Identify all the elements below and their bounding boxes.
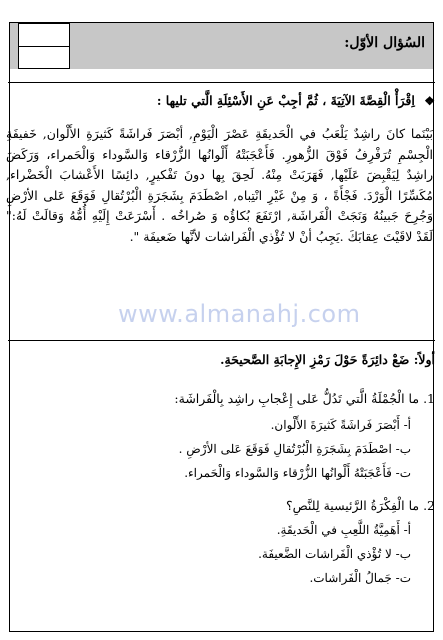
question-2-number: 2. — [423, 498, 435, 513]
question-2-option-a[interactable]: أ- أَهَمِيَّةُ اللَّعِبِ في الْحَديقَةِ. — [276, 523, 411, 537]
question-2-option-b[interactable]: ب- لا تُؤْذي الْفَراشات الضَّعيفَة. — [258, 547, 411, 561]
question-1-text: ما الْجُمْلَةُ الَّتي تَدُلُّ عَلى إِعْجابِ راشِد بِالْفَراشَة: — [174, 391, 420, 406]
section-title: أولاً: ضَعْ دائِرَةً حَوْلَ رَمْزِ الإِجابَةِ الصَّحيحَةِ. — [220, 352, 435, 367]
question-1 — [174, 391, 435, 406]
score-box-divider — [19, 46, 69, 47]
question-2-text: ما الْفِكْرَةُ الرَّئيسية لِلنَّصِ؟ — [285, 498, 420, 513]
instruction-line — [157, 93, 435, 108]
question-1-option-b[interactable]: ب- اصْطَدَمَ بِشَجَرَةِ الْبُرْتُقالِ فَوَقَعَ عَلى الأرْضِ . — [178, 442, 411, 456]
story-paragraph: بَيْنَما كانَ راشِدٌ يَلْعَبُ في الْحَديقَةِ عَصْرَ الْيَوْمِ, أبْصَرَ فَراشَةً كَثيرَةِ الأَلْوان, خَفيفَةِ الْجِسْمِ تُرَفْرِفُ فَوْقَ الزُّهورِ. فَأَعْجَبَتْهُ أَلْوانُها الزُّرْقاء وَالسَّوداء وَالْحَمراء، وَرَكَضَ راشِدٌ لِيَقْبِضَ عَلَيْها, فَهَرَبَتْ مِنْهُ. لَحِقَ بِها دونَ تَفْكيرٍ, دائِسًا الأَعْشابَ الْخَضْراء, مُكَسِّرًا الْوَرْدَ. فَجْأَةً ، وَ مِنْ غَيْرِ انْتِباه, اصْطَدَمَ بِشَجَرَةِ الْبُرْتُقالِ فَوَقَعَ عَلى الأرْضِ وَجُرِحَ جَبينُهُ وَنَجَتْ الْفَراشَة, ارْتَفَعَ بُكاؤُه وَ صُراخُه . أَسْرَعَتْ إِلَيْهِ أُمُّهُ وَقالَتْ لَهُ:" لَقَدْ لاقَيْتَ عِقابَكَ .يَجِبُ أنْ لا تُؤْذي الْفَراشات لأنَّها ضَعيفَة ". — [6, 126, 433, 244]
divider-middle — [8, 340, 435, 341]
story-text — [6, 124, 433, 247]
watermark-text: www.almanahj.com — [118, 300, 361, 328]
instruction-text: اِقْرَأْ الْقِصَّةَ الآتِيَةَ ، ثُمَّ أجِبْ عَنِ الأَسْئِلَةِ الَّتي تليها : — [156, 93, 415, 108]
diamond-bullet-icon: ❖ — [424, 94, 435, 108]
question-1-option-c[interactable]: ت- فَأَعْجَبَتْهُ أَلْوانُها الزُّرْقاء وَالسَّوداء وَالْحَمراء. — [184, 466, 411, 480]
question-2 — [286, 498, 435, 513]
question-title: السُؤال الأوّل: — [344, 35, 425, 51]
divider-top — [8, 82, 435, 83]
question-header-bar — [10, 23, 433, 69]
question-1-option-a[interactable]: أ- أَبْصَرَ فَراشَةً كَثيرَةَ الأَلْوان. — [270, 418, 411, 432]
question-2-option-c[interactable]: ت- جَمالُ الْفَراشات. — [309, 571, 411, 585]
score-box — [18, 23, 70, 69]
question-1-number: 1. — [423, 391, 435, 406]
